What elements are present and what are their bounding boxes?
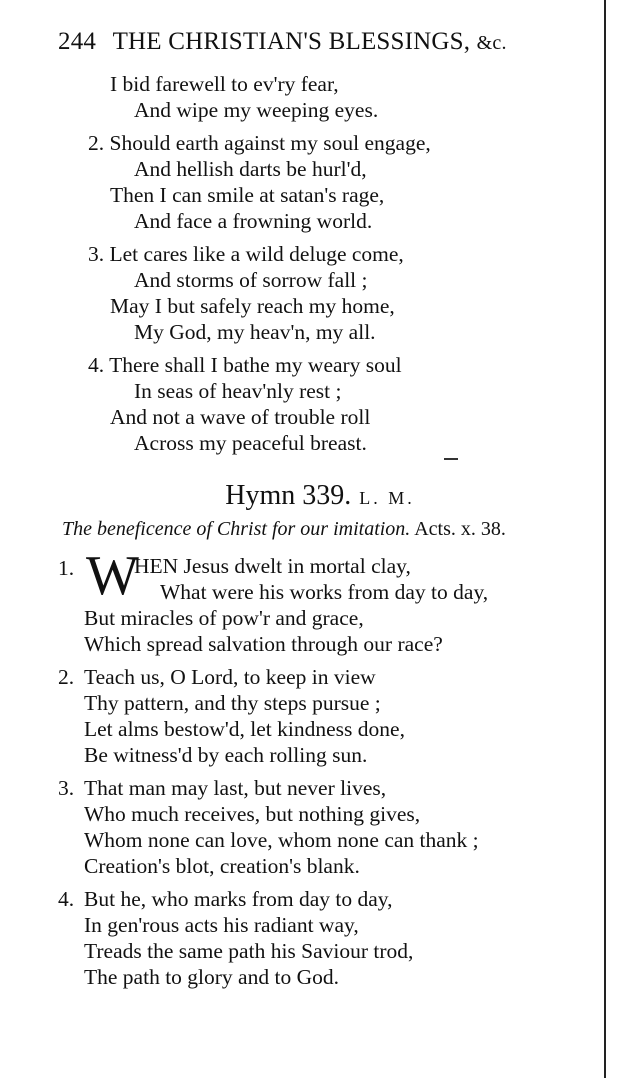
- verse-line: I bid farewell to ev'ry fear,: [110, 72, 339, 96]
- verse-line: Whom none can love, whom none can thank ;: [84, 828, 479, 852]
- verse-line: And hellish darts be hurl'd,: [134, 157, 367, 181]
- drop-cap: W: [86, 545, 139, 607]
- verse-line: May I but safely reach my home,: [110, 294, 395, 318]
- verse-line: Be witness'd by each rolling sun.: [84, 743, 368, 767]
- verse-number: 3.: [58, 776, 75, 800]
- verse-line: And not a wave of trouble roll: [110, 405, 371, 429]
- verse-line: Who much receives, but nothing gives,: [84, 802, 421, 826]
- scripture-reference: Acts. x. 38.: [414, 518, 506, 540]
- running-title-tail: &c.: [476, 32, 507, 54]
- hymn-number: Hymn 339.: [225, 480, 352, 511]
- hymn-subtitle: [62, 518, 506, 541]
- verse-line: 4. There shall I bathe my weary soul: [88, 353, 402, 377]
- verse-line: And wipe my weeping eyes.: [134, 98, 379, 122]
- hymn-title: [0, 480, 640, 512]
- verse-line: Then I can smile at satan's rage,: [110, 183, 385, 207]
- hymn-meter: L. M.: [359, 488, 415, 508]
- verse-number: 2.: [58, 665, 75, 689]
- verse-number: 1.: [58, 556, 75, 580]
- verse-line: Creation's blot, creation's blank.: [84, 854, 360, 878]
- verse-line: My God, my heav'n, my all.: [134, 320, 376, 344]
- verse-line: Treads the same path his Saviour trod,: [84, 939, 414, 963]
- verse-line: What were his works from day to day,: [160, 580, 489, 604]
- page-edge-line: [604, 0, 606, 1078]
- verse-line: And face a frowning world.: [134, 209, 373, 233]
- verse-line: Thy pattern, and thy steps pursue ;: [84, 691, 381, 715]
- section-divider: [444, 458, 458, 460]
- running-title: THE CHRISTIAN'S BLESSINGS,: [112, 28, 471, 55]
- verse-line: 3. Let cares like a wild deluge come,: [88, 242, 404, 266]
- verse-line: Across my peaceful breast.: [134, 431, 367, 455]
- verse-line: 2. Should earth against my soul engage,: [88, 131, 431, 155]
- verse-line: The path to glory and to God.: [84, 965, 339, 989]
- verse-line: HEN Jesus dwelt in mortal clay,: [134, 554, 411, 578]
- verse-line: But he, who marks from day to day,: [84, 887, 393, 911]
- verse-line: That man may last, but never lives,: [84, 776, 387, 800]
- verse-line: But miracles of pow'r and grace,: [84, 606, 364, 630]
- verse-line: Let alms bestow'd, let kindness done,: [84, 717, 405, 741]
- page-number: 244: [58, 28, 97, 55]
- verse-line: Which spread salvation through our race?: [84, 632, 443, 656]
- verse-line: And storms of sorrow fall ;: [134, 268, 368, 292]
- verse-line: In gen'rous acts his radiant way,: [84, 913, 359, 937]
- verse-line: In seas of heav'nly rest ;: [134, 379, 342, 403]
- verse-number: 4.: [58, 887, 75, 911]
- running-header: [58, 28, 598, 56]
- verse-line: Teach us, O Lord, to keep in view: [84, 665, 376, 689]
- hymn-theme: The beneficence of Christ for our imitation.: [62, 518, 411, 540]
